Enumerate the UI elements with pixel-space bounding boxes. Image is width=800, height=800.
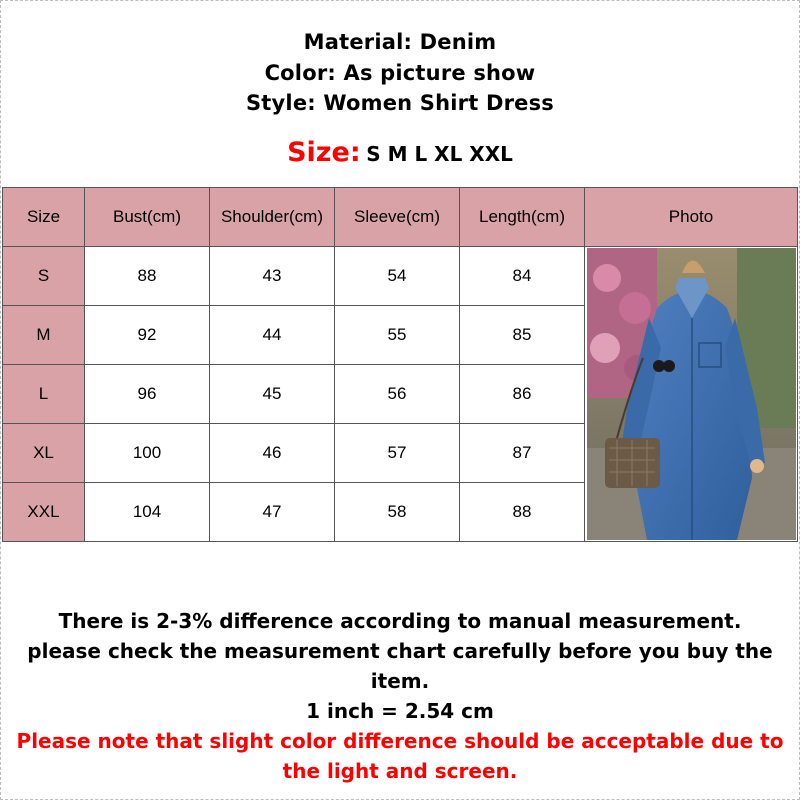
header-length: Length(cm) xyxy=(460,188,585,247)
check-chart-note: please check the measurement chart carefully before you buy the item. xyxy=(27,639,773,693)
size-cell: S xyxy=(3,247,85,306)
measurement-difference-note: There is 2-3% difference according to manual measurement. xyxy=(58,609,742,633)
sleeve-cell: 55 xyxy=(335,306,460,365)
header-photo: Photo xyxy=(585,188,798,247)
size-cell: XL xyxy=(3,424,85,483)
size-cell: M xyxy=(3,306,85,365)
header-size: Size xyxy=(3,188,85,247)
denim-dress-photo-illustration xyxy=(587,248,796,540)
length-cell: 87 xyxy=(460,424,585,483)
material-spec: Material: Denim xyxy=(303,30,497,54)
header-bust: Bust(cm) xyxy=(85,188,210,247)
product-photo xyxy=(587,248,796,540)
inch-conversion-note: 1 inch = 2.54 cm xyxy=(306,699,494,723)
length-cell: 86 xyxy=(460,365,585,424)
table-row xyxy=(3,247,798,306)
sleeve-cell: 54 xyxy=(335,247,460,306)
size-chart-table xyxy=(2,187,798,542)
length-cell: 85 xyxy=(460,306,585,365)
bust-cell: 100 xyxy=(85,424,210,483)
color-difference-warning: Please note that slight color difference should be acceptable due to the light and screen. xyxy=(16,729,784,783)
bust-cell: 88 xyxy=(85,247,210,306)
header-shoulder: Shoulder(cm) xyxy=(210,188,335,247)
bust-cell: 104 xyxy=(85,483,210,542)
shoulder-cell: 44 xyxy=(210,306,335,365)
bust-cell: 92 xyxy=(85,306,210,365)
table-header-row xyxy=(3,188,798,247)
sleeve-cell: 56 xyxy=(335,365,460,424)
color-spec: Color: As picture show xyxy=(264,61,536,85)
sleeve-cell: 57 xyxy=(335,424,460,483)
length-cell: 88 xyxy=(460,483,585,542)
bust-cell: 96 xyxy=(85,365,210,424)
size-cell: XXL xyxy=(3,483,85,542)
size-line xyxy=(0,137,800,168)
shoulder-cell: 45 xyxy=(210,365,335,424)
shoulder-cell: 46 xyxy=(210,424,335,483)
size-values: S M L XL XXL xyxy=(366,142,513,166)
style-spec: Style: Women Shirt Dress xyxy=(245,91,555,115)
photo-cell xyxy=(585,247,798,542)
header-sleeve: Sleeve(cm) xyxy=(335,188,460,247)
size-label: Size: xyxy=(287,137,361,168)
shoulder-cell: 43 xyxy=(210,247,335,306)
shoulder-cell: 47 xyxy=(210,483,335,542)
sleeve-cell: 58 xyxy=(335,483,460,542)
length-cell: 84 xyxy=(460,247,585,306)
size-cell: L xyxy=(3,365,85,424)
